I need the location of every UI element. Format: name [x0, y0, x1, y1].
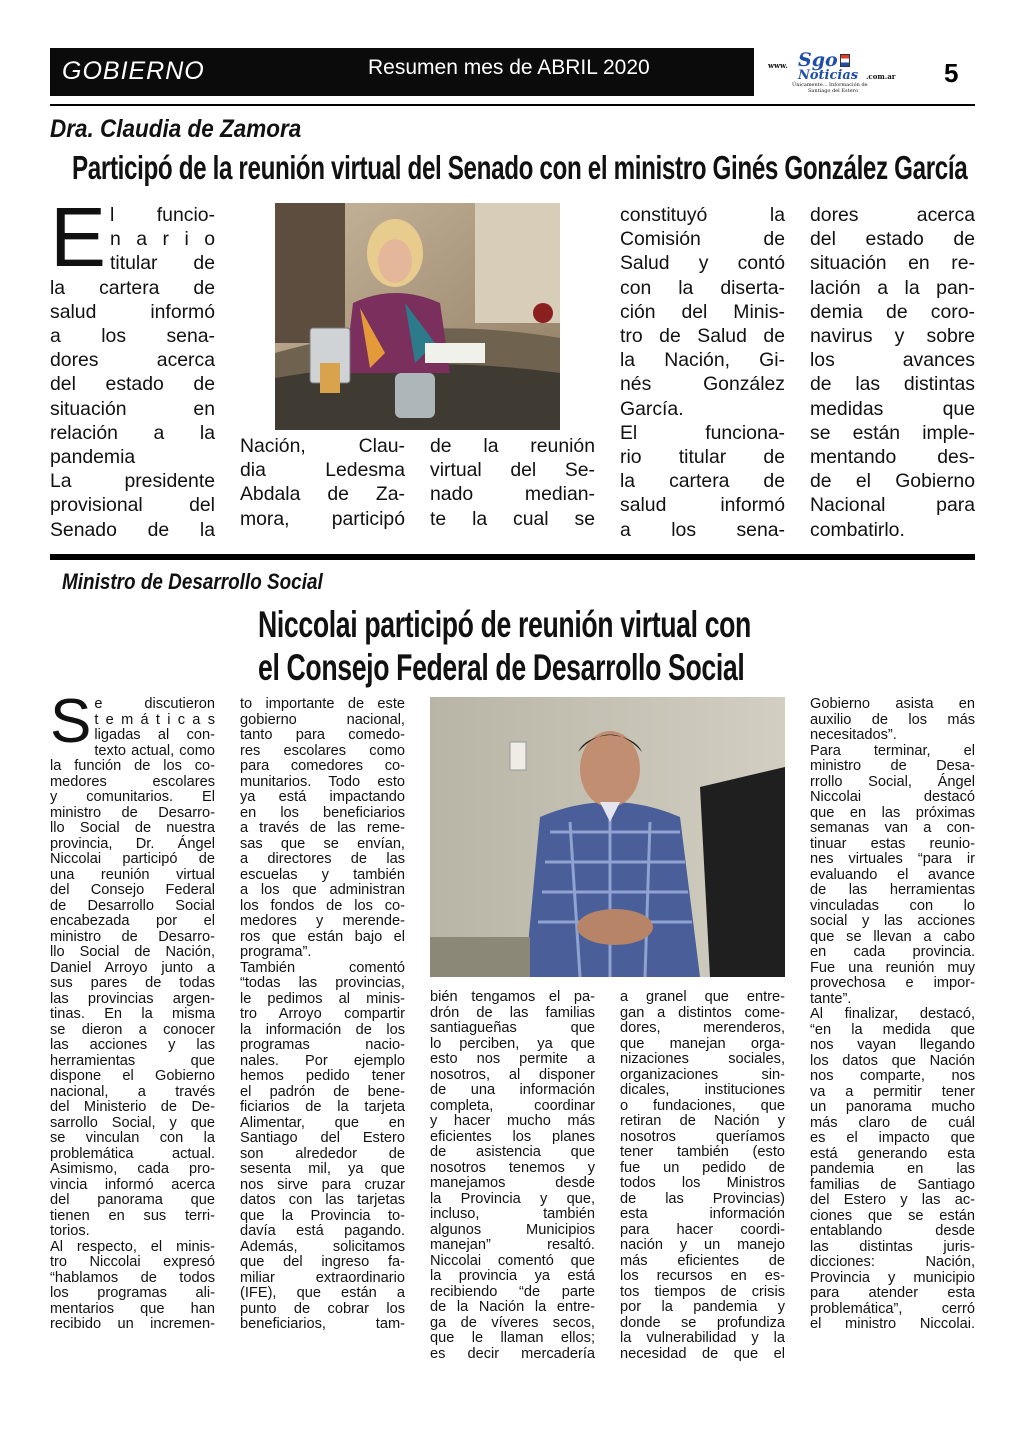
article1-title: Participó de la reunión virtual del Senado con el ministro Ginés González García [72, 149, 968, 186]
article2-column-1 [50, 687, 215, 1333]
section-header-bar [50, 48, 754, 96]
article2-photo [430, 697, 785, 977]
logo-tagline-location: Santiago del Estero [808, 88, 858, 94]
article1-column-2: Nación, Clau- dia Ledesma Abdala de Za- mora, participó [240, 435, 405, 530]
header-divider [50, 104, 975, 106]
logo-domain: .com.ar [866, 72, 896, 81]
article1-kicker: Dra. Claudia de Zamora [50, 115, 302, 143]
article1-photo [275, 203, 560, 430]
article-divider [50, 554, 975, 560]
article2-kicker: Ministro de Desarrollo Social [62, 569, 323, 594]
flag-icon [840, 54, 850, 67]
article1-column-1 [50, 190, 215, 542]
article2-column-3: bién tengamos el pa- drón de las familias santiagueñas que lo perciben, ya que esto nos permite a nosotros, al disponer de una información completa, coordinar y hacer mucho más eficientes los planes de asistencia que nosotros tenemos y manejamos desde la Provincia y que, incluso, también algunos Municipios manejan” resaltó. Niccolai comentó que la provincia ya está recibiendo “de parte de la Nación la entre- ga de víveres secos, que le llaman ellos; es decir mercadería [430, 989, 595, 1362]
drop-cap: S [50, 687, 92, 756]
drop-cap: E [50, 190, 107, 284]
article2-column-4: a granel que entre- gan a distintos come- dores, merenderos, que manejan orga- nizaciones sociales, organizaciones sin- dicales, instituciones o fundaciones, que retiran de Nación y nosotros queríamos tener también (esto fue un pedido de todos los Ministros de las Provincias) esta información para hacer coordi- nación y un manejo más eficientes de los recursos en es- tos tiempos de crisis por la pandemia y donde se profundiza la vulnerabilidad y la necesidad de que el [620, 989, 785, 1362]
logo-tagline: Únicamente... Información de [792, 82, 868, 88]
article1-column-4: constituyó la Comisión de Salud y contó con la diserta- ción del Minis- tro de Salud de la Nación, Gi- nés González García. El funciona- rio titular de la cartera de salud informó a los sena- [620, 204, 785, 541]
article2-column-1-text: e discutieron t e m á t i c a s ligadas al con- texto actual, como la función de los co- medores escolares y comunitarios. El ministro de Desarro- llo Social de nuestra provincia, Dr. Ángel Niccolai participó de una reunión virtual del Consejo Federal de Desarrollo Social encabezada por el ministro de Desarro- llo Social de Nación, Daniel Arroyo junto a sus pares de todas las provincias argen- tinas. En la misma se dieron a conocer las acciones y las herramientas que dispone el Gobierno nacional, a través del Ministerio de De- sarrollo Social, y que se vinculan con la problemática actual. Asimismo, cada pro- vincia informó acerca del panorama que tienen en sus terri- torios. Al respecto, el minis- tro Niccolai expresó “hablamos de todos los programas ali- mentarios que han recibido un incremen- [50, 696, 215, 1332]
article1-column-1-text: l funcio- n a r i o titular de la cartera de salud informó a los sena- dores acerca del estado de situación en relación a la pandemia La presidente provisional del Senado de la [50, 204, 215, 541]
article2-column-5: Gobierno asista en auxilio de los más necesitados”. Para terminar, el ministro de Desa- rrollo Social, Ángel Niccolai destacó que en las próximas semanas van a con- tinuar estas reunio- nes virtuales “para ir evaluando el avance de las herramientas vinculadas con lo social y las acciones que se llevan a cabo en cada provincia. Fue una reunión muy provechosa e impor- tante”. Al finalizar, destacó, “en la medida que nos vayan llegando los datos que Nación nos comparte, nos va a permitir tener un panorama mucho más claro de cuál es el impacto que está generando esta pandemia en las familias de Santiago del Estero y las ac- ciones que se están entablando desde las distintas juris- dicciones: Nación, Provincia y municipio para atender esta problemática”, cerró el ministro Niccolai. [810, 696, 975, 1332]
logo-www: www. [768, 61, 788, 70]
article2-column-2: to importante de este gobierno nacional, tanto para comedo- res escolares como para comedores co- munitarios. Todo esto ya está impactando en los beneficiarios a través de las reme- sas que se envían, a directores de las escuelas y también a los que administran los fondos de los co- medores y merende- ros que están bajo el programa”. También comentó “todas las provincias, le pedimos al minis- tro Arroyo compartir la información de los programas nacio- nales. Por ejemplo hemos pedido tener el padrón de bene- ficiarios de la tarjeta Alimentar, que en Santiago del Estero son alrededor de sesenta mil, ya que nos sirve para cruzar datos con las tarjetas que la Provincia to- davía está pagando. Además, solicitamos que del ingreso fa- miliar extraordinario (IFE), que están a punto de cobrar los beneficiarios, tam- [240, 696, 405, 1332]
page-number: 5 [944, 58, 959, 88]
logo-sgo: Sgo [798, 49, 838, 71]
article1-column-3: de la reunión virtual del Se- nado median- te la cual se [430, 435, 595, 530]
sgo-noticias-logo [764, 51, 914, 95]
man-seated-interview-photo-icon [430, 697, 785, 977]
article2-title: Niccolai participó de reunión virtual con el Consejo Federal de Desarrollo Social [258, 604, 751, 688]
logo-noticias: Noticias [798, 68, 859, 83]
article1-column-5: dores acerca del estado de situación en re- lación a la pan- demia de coro- navirus y sobre los avances de las distintas medidas que se están imple- mentando des- de el Gobierno Nacional para combatirlo. [810, 204, 975, 541]
woman-at-desk-photo-icon [275, 203, 560, 430]
issue-summary: Resumen mes de ABRIL 2020 [368, 56, 650, 79]
section-name: GOBIERNO [62, 57, 205, 85]
